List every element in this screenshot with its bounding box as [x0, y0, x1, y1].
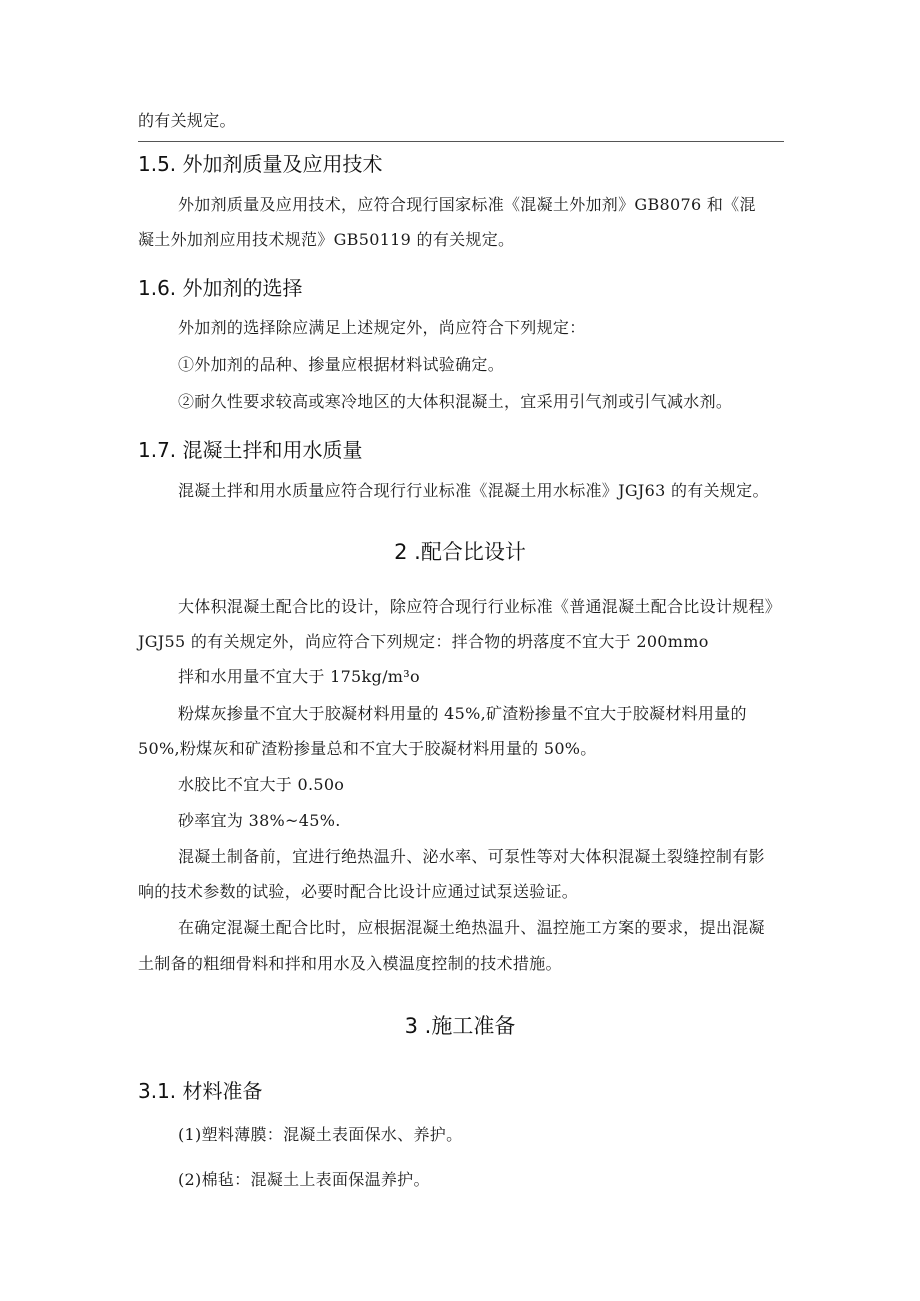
- paragraph-line: 土制备的粗细骨料和拌和用水及入模温度控制的技术措施。: [138, 954, 562, 973]
- heading-3: 3 .施工准备: [404, 1014, 516, 1038]
- heading-3-1: 3.1. 材料准备: [138, 1079, 263, 1103]
- paragraph-line: 砂率宜为 38%~45%.: [178, 811, 341, 830]
- paragraph-line: 响的技术参数的试验，必要时配合比设计应通过试泵送验证。: [138, 882, 579, 901]
- header-divider: [138, 141, 784, 142]
- paragraph-line: 混凝土制备前，宜进行绝热温升、泌水率、可泵性等对大体积混凝土裂缝控制有影: [178, 847, 765, 866]
- paragraph-line: 混凝土拌和用水质量应符合现行行业标准《混凝土用水标准》JGJ63 的有关规定。: [178, 481, 769, 500]
- paragraph-line: 凝土外加剂应用技术规范》GB50119 的有关规定。: [138, 230, 515, 249]
- paragraph-line: 外加剂的选择除应满足上述规定外，尚应符合下列规定：: [178, 318, 586, 337]
- paragraph-line: 粉煤灰掺量不宜大于胶凝材料用量的 45%,矿渣粉掺量不宜大于胶凝材料用量的: [178, 704, 747, 723]
- heading-1-7: 1.7. 混凝土拌和用水质量: [138, 438, 363, 462]
- top-fragment: 的有关规定。: [138, 111, 236, 130]
- list-item: (2)棉毡：混凝土上表面保温养护。: [178, 1170, 430, 1189]
- list-item: (1)塑料薄膜：混凝土表面保水、养护。: [178, 1125, 463, 1144]
- heading-2: 2 .配合比设计: [394, 540, 526, 564]
- paragraph-line: 外加剂质量及应用技术，应符合现行国家标准《混凝土外加剂》GB8076 和《混: [178, 195, 756, 214]
- paragraph-line: 大体积混凝土配合比的设计，除应符合现行行业标准《普通混凝土配合比设计规程》: [178, 597, 782, 616]
- heading-1-6: 1.6. 外加剂的选择: [138, 276, 303, 300]
- paragraph-line: 50%,粉煤灰和矿渣粉掺量总和不宜大于胶凝材料用量的 50%。: [138, 739, 597, 758]
- paragraph-line: 水胶比不宜大于 0.50o: [178, 775, 345, 794]
- list-item: ②耐久性要求较高或寒冷地区的大体积混凝土，宜采用引气剂或引气减水剂。: [178, 392, 733, 411]
- list-item: ①外加剂的品种、掺量应根据材料试验确定。: [178, 355, 505, 374]
- paragraph-line: 拌和水用量不宜大于 175kg∕m³o: [178, 667, 420, 686]
- heading-1-5: 1.5. 外加剂质量及应用技术: [138, 152, 383, 176]
- paragraph-line: 在确定混凝土配合比时，应根据混凝土绝热温升、温控施工方案的要求，提出混凝: [178, 918, 765, 937]
- paragraph-line: JGJ55 的有关规定外，尚应符合下列规定：拌合物的坍落度不宜大于 200mmo: [138, 632, 709, 651]
